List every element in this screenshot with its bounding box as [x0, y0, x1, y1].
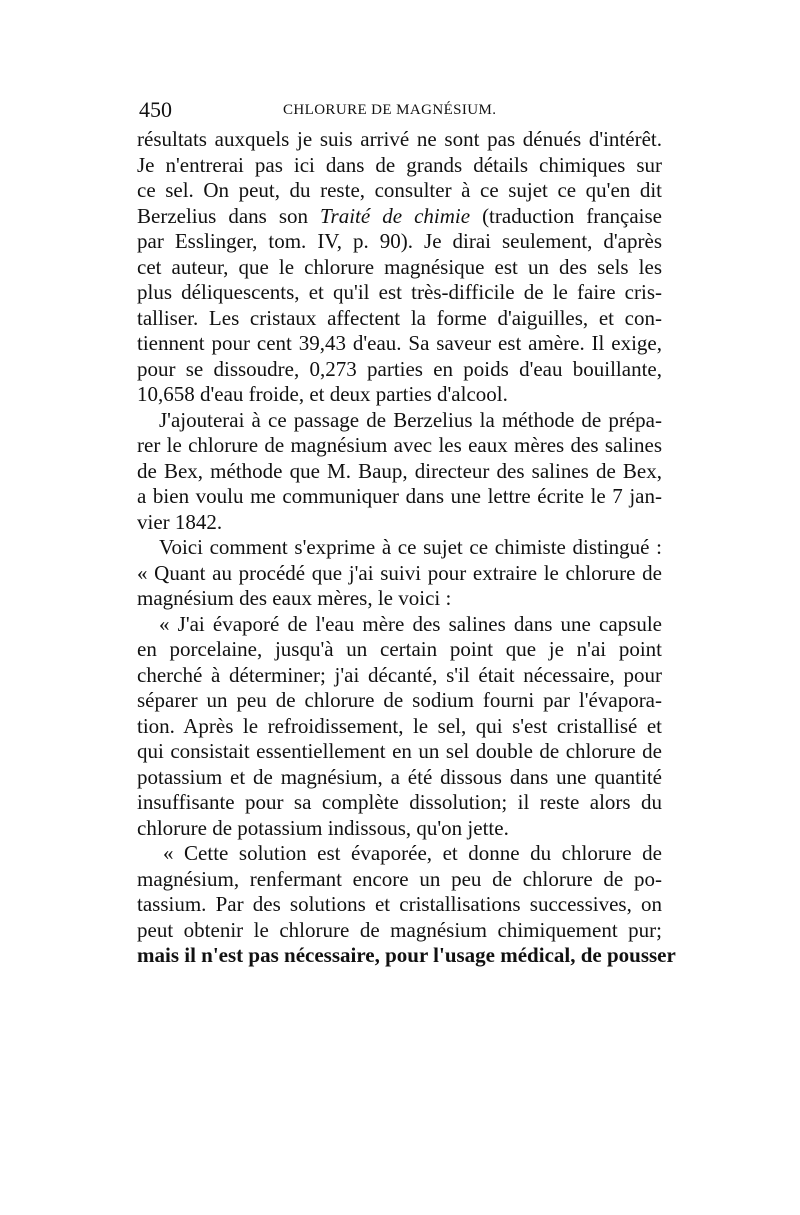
text-line: Berzelius dans son Traité de chimie (traduction française — [137, 203, 662, 228]
text-line: tiennent pour cent 39,43 d'eau. Sa saveur est amère. Il exige, — [137, 331, 662, 355]
text-line: « Quant au procédé que j'ai suivi pour extraire le chlorure de — [137, 560, 662, 585]
text-line: rer le chlorure de magnésium avec les eaux mères des salines — [137, 433, 662, 457]
book-title: Traité de chimie — [320, 203, 471, 228]
text-line: résultats auxquels je suis arrivé ne sont pas dénués d'intérêt. — [137, 127, 662, 151]
text-line: vier 1842. — [137, 509, 223, 534]
text-line: mais il n'est pas nécessaire, pour l'usage médical, de pousser — [137, 943, 676, 967]
text-line: a bien voulu me communiquer dans une lettre écrite le 7 jan- — [137, 484, 662, 508]
text-line: tion. Après le refroidissement, le sel, qui s'est cristallisé et — [137, 713, 662, 738]
page-number: 450 — [139, 97, 172, 122]
text-line: potassium et de magnésium, a été dissous dans une quantité — [137, 764, 662, 789]
text-line: plus déliquescents, et qu'il est très-difficile de le faire cris- — [137, 280, 662, 304]
text-line: peut obtenir le chlorure de magnésium chimiquement pur; — [137, 917, 662, 942]
text-line: séparer un peu de chlorure de sodium fourni par l'évapora- — [137, 688, 662, 712]
text-line: qui consistait essentiellement en un sel double de chlorure de — [137, 739, 662, 763]
text-line: 10,658 d'eau froide, et deux parties d'alcool. — [137, 382, 508, 406]
text-line: Je n'entrerai pas ici dans de grands détails chimiques sur — [137, 152, 662, 177]
text-line: ce sel. On peut, du reste, consulter à ce sujet ce qu'en dit — [137, 178, 662, 202]
text-line: chlorure de potassium indissous, qu'on jette. — [137, 815, 509, 840]
text-line: J'ajouterai à ce passage de Berzelius la méthode de prépa- — [159, 407, 662, 432]
text-line: par Esslinger, tom. IV, p. 90). Je dirai seulement, d'après — [137, 229, 662, 253]
body-text — [137, 127, 676, 969]
text-line: insuffisante pour sa complète dissolution; il reste alors du — [137, 790, 662, 814]
running-head: CHLORURE DE MAGNÉSIUM. — [283, 102, 497, 118]
text-line: de Bex, méthode que M. Baup, directeur des salines de Bex, — [137, 458, 662, 483]
text-line: tassium. Par des solutions et cristallisations successives, on — [137, 892, 662, 916]
text-line: magnésium, renfermant encore un peu de chlorure de po- — [137, 866, 662, 891]
text-line: talliser. Les cristaux affectent la forme d'aiguilles, et con- — [137, 305, 662, 330]
text-line: Voici comment s'exprime à ce sujet ce chimiste distingué : — [159, 535, 662, 559]
text-line: magnésium des eaux mères, le voici : — [137, 586, 452, 610]
text-line: cet auteur, que le chlorure magnésique est un des sels les — [137, 254, 662, 279]
text-line: en porcelaine, jusqu'à un certain point que je n'ai point — [137, 637, 662, 661]
text-line: cherché à déterminer; j'ai décanté, s'il était nécessaire, pour — [137, 662, 662, 687]
text-line: pour se dissoudre, 0,273 parties en poids d'eau bouillante, — [137, 356, 662, 381]
text-line: « J'ai évaporé de l'eau mère des salines dans une capsule — [159, 611, 662, 636]
text-line: « Cette solution est évaporée, et donne du chlorure de — [163, 841, 662, 865]
